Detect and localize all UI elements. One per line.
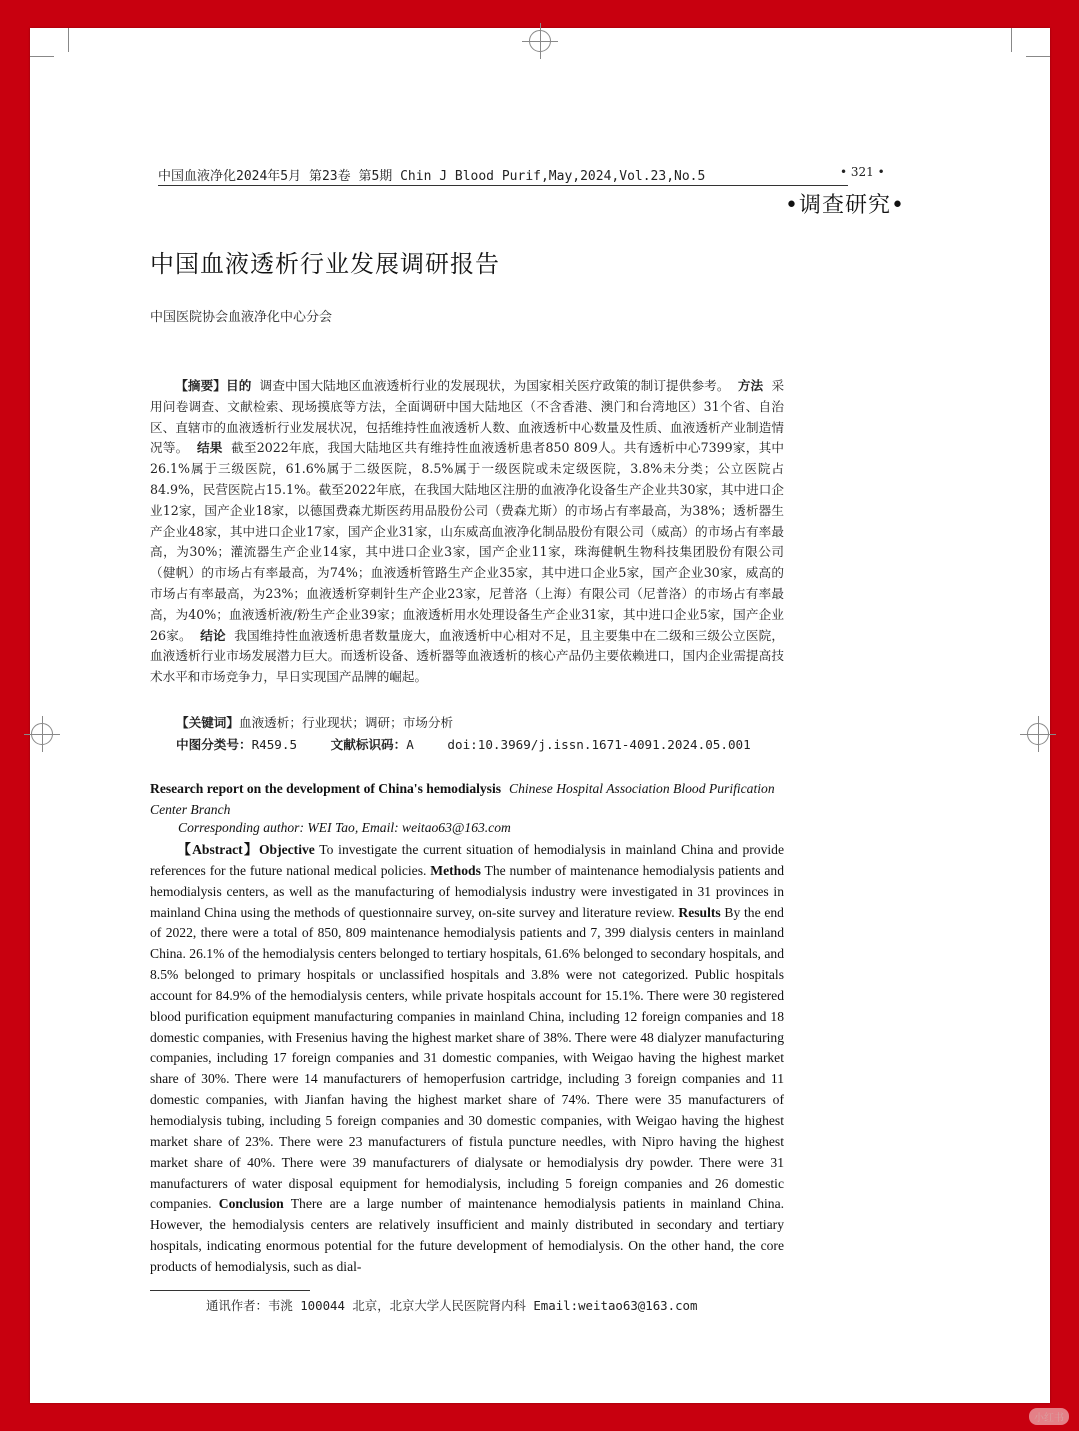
crop-mark: [30, 56, 54, 57]
conclusion-label: 结论: [200, 627, 226, 643]
en-conclusion-text: There are a large number of maintenance hemodialysis patients in mainland China. However, the hemodialysis centers are relatively insufficient and mainly distributed in secondary and tertiary hospitals, indicating enormous potential for the future development of hemodialysis. On the other hand, the core products of hemodialysis, such as dial-: [150, 1196, 784, 1274]
footnote: 通讯作者：韦洮 100044 北京，北京大学人民医院肾内科 Email:weitao63@163.com: [206, 1298, 698, 1313]
corresponding-author: Corresponding author: WEI Tao, Email: weitao63@163.com: [178, 820, 511, 835]
keywords: [176, 712, 453, 731]
objective-label: 目的: [226, 378, 252, 393]
english-abstract: [150, 840, 784, 1278]
methods-text: 采用问卷调查、文献检索、现场摸底等方法，全面调研中国大陆地区（不含香港、澳门和台湾地区）31个省、自治区、直辖市的血液透析行业发展状况，包括维持性血液透析人数、血液透析中心数量及性质、血液透析产业制造情况等。: [150, 378, 785, 456]
chinese-abstract: [150, 376, 784, 688]
classification-line: [176, 734, 777, 753]
en-abstract-label: 【Abstract】: [177, 842, 259, 857]
english-title-block: [150, 778, 784, 820]
crop-mark: [1011, 28, 1012, 52]
objective-text: 调查中国大陆地区血液透析行业的发展现状，为国家相关医疗政策的制订提供参考。: [259, 378, 730, 393]
en-results-text: By the end of 2022, there were a total of 850, 809 maintenance hemodialysis patients and 7, 399 dialysis centers in mainland China. 26.1% of the hemodialysis centers belonged to tertiary hospitals, 61.6% belonged to secondary hospitals, and 8.5% belonged to primary hospitals or unclassified hospitals and 3.8% were not categorized. Public hospitals account for 84.9% of the hemodialysis centers, while private hospitals account for 15.1%. There were 30 registered blood purification equipment manufacturing companies in mainland China, including 12 foreign companies and 18 domestic companies, with Fresenius having the highest market share of 38%. There were 48 dialyzer manufacturing companies, including 17 foreign companies and 31 domestic companies, with Weigao having the highest market share of 30%. There were 14 manufacturers of hemoperfusion cartridge, including 3 foreign companies and 11 domestic companies, with Jianfan having the highest market share of 74%. There were 35 manufacturers of hemodialysis tubing, including 5 foreign companies and 30 domestic companies, with Weigao having the highest market share of 23%. There were 23 manufacturers of fistula puncture needles, with Nipro having the highest market share of 40%. There were 39 manufacturers of dialysate or hemodialysis dry powder. There were 31 manufacturers of water disposal equipment for hemodialysis, including 5 foreign companies and 26 domestic companies.: [150, 904, 784, 1212]
en-objective-label: Objective: [258, 842, 315, 857]
doc-code-label: 文献标识码：: [330, 737, 407, 752]
keywords-label: 【关键词】: [176, 715, 239, 730]
conclusion-text: 我国维持性血液透析患者数量庞大，血液透析中心相对不足，且主要集中在二级和三级公立医院，血液透析行业市场发展潜力巨大。而透析设备、透析器等血液透析的核心产品仍主要依赖进口，国内企业需提高技术水平和市场竞争力，早日实现国产品牌的崛起。: [150, 627, 785, 685]
watermark: 小红书: [1029, 1408, 1069, 1425]
section-tag: •调查研究•: [785, 193, 905, 218]
methods-label: 方法: [737, 378, 764, 393]
registration-mark: [1027, 723, 1049, 745]
en-conclusion-label: Conclusion: [218, 1196, 284, 1212]
registration-mark: [31, 723, 53, 745]
clc-label: 中图分类号：: [176, 737, 252, 752]
en-objective-text: To investigate the current situation of hemodialysis in mainland China and provide references for the future national medical policies.: [150, 842, 785, 878]
journal-page: [30, 28, 1050, 1403]
doi: doi:10.3969/j.issn.1671-4091.2024.05.001: [447, 737, 751, 752]
footnote-rule: [150, 1290, 310, 1291]
crop-mark: [1026, 56, 1050, 57]
results-text: 截至2022年底，我国大陆地区共有维持性血液透析患者850 809人。共有透析中心7399家，其中26.1%属于三级医院，61.6%属于二级医院，8.5%属于一级医院或未定级医院，3.8%未分类；公立医院占84.9%，民营医院占15.1%。截至2022年底，在我国大陆地区注册的血液净化设备生产企业共30家，其中进口企业12家，国产企业18家，以德国费森尤斯医药用品股份公司（费森尤斯）的市场占有率最高，为38%；透析器生产企业48家，其中进口企业17家，国产企业31家，山东威高血液净化制品股份有限公司（威高）的市场占有率最高，为30%；灌流器生产企业14家，其中进口企业3家，国产企业11家，珠海健帆生物科技集团股份有限公司（健帆）的市场占有率最高，为74%；血液透析管路生产企业35家，其中进口企业5家，国产企业30家，威高的市场占有率最高，为23%；血液透析穿刺针生产企业23家，尼普洛（上海）有限公司（尼普洛）的市场占有率最高，为40%；血液透析液/粉生产企业39家；血液透析用水处理设备生产企业31家，其中进口企业5家，国产企业26家。: [150, 440, 784, 643]
en-results-label: Results: [678, 904, 721, 920]
page-number: • 321 •: [840, 165, 885, 179]
en-methods-text: The number of maintenance hemodialysis patients and hemodialysis centers, as well as the manufacturing of hemodialysis industry were investigated in 31 provinces in mainland China using the methods of questionnaire survey, on-site survey and literature review.: [150, 862, 784, 920]
doc-code-value: A: [406, 737, 414, 752]
crop-mark: [68, 28, 69, 52]
clc-value: R459.5: [251, 737, 298, 752]
results-label: 结果: [196, 440, 223, 456]
en-methods-label: Methods: [430, 862, 481, 878]
registration-mark: [529, 30, 551, 52]
author-organization: 中国医院协会血液净化中心分会: [150, 310, 333, 325]
keywords-value: 血液透析；行业现状；调研；市场分析: [238, 715, 454, 730]
english-title: Research report on the development of China's hemodialysis: [150, 781, 502, 796]
abstract-label: 【摘要】: [175, 378, 226, 393]
running-header: 中国血液净化2024年5月 第23卷 第5期 Chin J Blood Purif,May,2024,Vol.23,No.5: [158, 165, 848, 186]
article-title: 中国血液透析行业发展调研报告: [150, 250, 500, 278]
english-authors: Chinese Hospital Association Blood Purification Center Branch: [150, 781, 775, 817]
